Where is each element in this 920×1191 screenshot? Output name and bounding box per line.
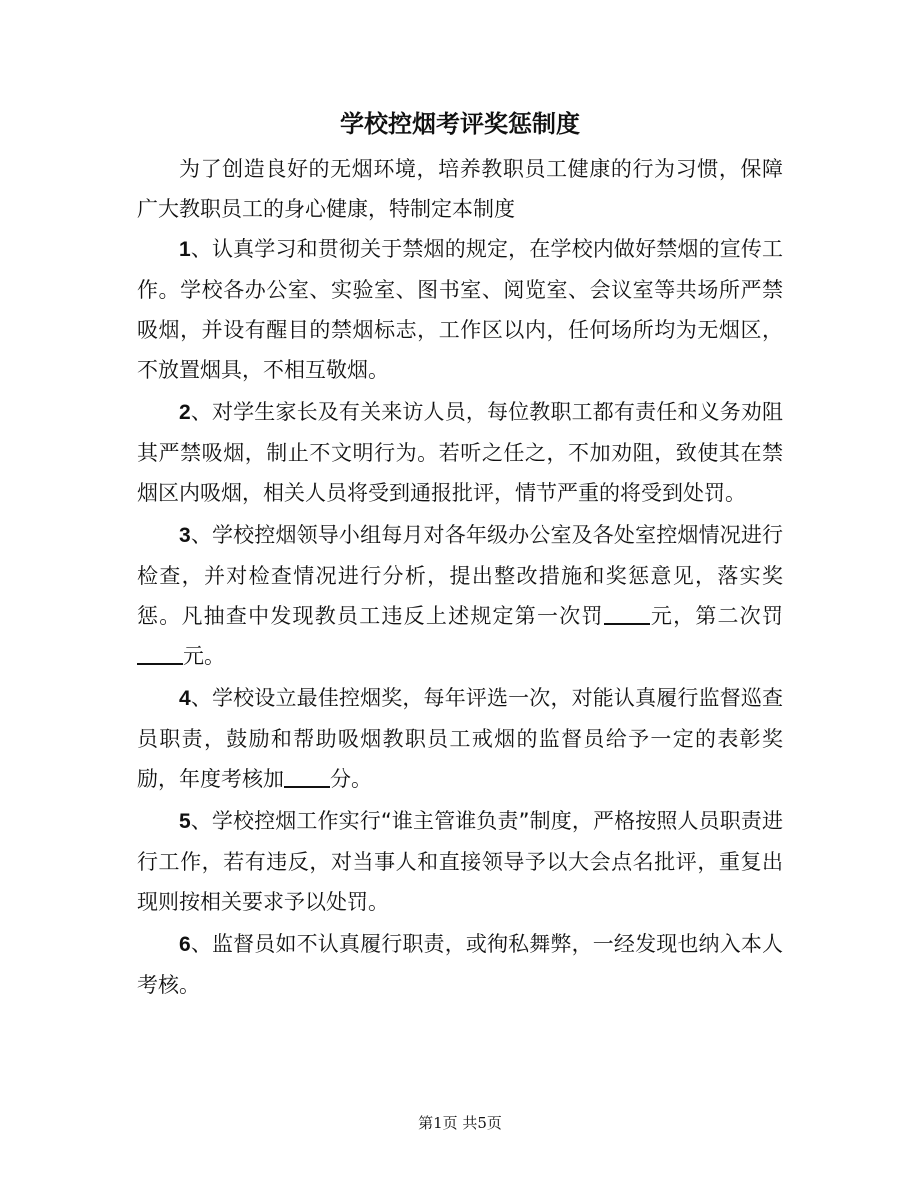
rule-item-1 bbox=[137, 229, 783, 390]
rule-item-2 bbox=[137, 392, 783, 513]
item-number: 2 bbox=[179, 401, 191, 424]
item-text: 元。 bbox=[183, 644, 225, 668]
item-number: 1 bbox=[179, 238, 191, 261]
item-number: 6 bbox=[179, 933, 191, 956]
item-text: 元，第二次罚 bbox=[649, 604, 784, 628]
fill-blank bbox=[604, 601, 650, 625]
item-text: 、学校控烟工作实行“谁主管谁负责”制度，严格按照人员职责进行工作，若有违反，对当事人和直接领导予以大会点名批评，重复出现则按相关要求予以处罚。 bbox=[137, 809, 783, 914]
rule-item-5 bbox=[137, 801, 783, 922]
rule-item-3 bbox=[137, 515, 783, 676]
item-text: 、学校设立最佳控烟奖，每年评选一次，对能认真履行监督巡查员职责，鼓励和帮助吸烟教职员工戒烟的监督员给予一定的表彰奖励，年度考核加 bbox=[137, 686, 783, 791]
page-footer: 第1页 共5页 bbox=[418, 1114, 502, 1132]
rule-item-6 bbox=[137, 924, 783, 1005]
item-number: 4 bbox=[179, 687, 191, 710]
rule-item-4 bbox=[137, 678, 783, 799]
document-title: 学校控烟考评奖惩制度 bbox=[340, 109, 580, 138]
item-text: 、监督员如不认真履行职责，或徇私舞弊，一经发现也纳入本人考核。 bbox=[137, 932, 783, 997]
intro-text: 为了创造良好的无烟环境，培养教职员工健康的行为习惯，保障广大教职员工的身心健康，特制定本制度 bbox=[137, 157, 783, 221]
fill-blank bbox=[137, 641, 183, 665]
item-number: 3 bbox=[179, 524, 191, 547]
fill-blank bbox=[284, 764, 330, 788]
item-text: 、对学生家长及有关来访人员，每位教职工都有责任和义务劝阻其严禁吸烟，制止不文明行为。若听之任之，不加劝阻，致使其在禁烟区内吸烟，相关人员将受到通报批评，情节严重的将受到处罚。 bbox=[137, 400, 783, 505]
item-text: 、认真学习和贯彻关于禁烟的规定，在学校内做好禁烟的宣传工作。学校各办公室、实验室、图书室、阅览室、会议室等共场所严禁吸烟，并设有醒目的禁烟标志，工作区以内，任何场所均为无烟区，不放置烟具，不相互敬烟。 bbox=[137, 237, 783, 382]
item-text: 分。 bbox=[330, 767, 372, 791]
intro-paragraph bbox=[137, 149, 783, 229]
item-text: 、学校控烟领导小组每月对各年级办公室及各处室控烟情况进行检查，并对检查情况进行分析，提出整改措施和奖惩意见，落实奖惩。凡抽查中发现教员工违反上述规定第一次罚 bbox=[137, 523, 783, 628]
item-number: 5 bbox=[179, 810, 191, 833]
